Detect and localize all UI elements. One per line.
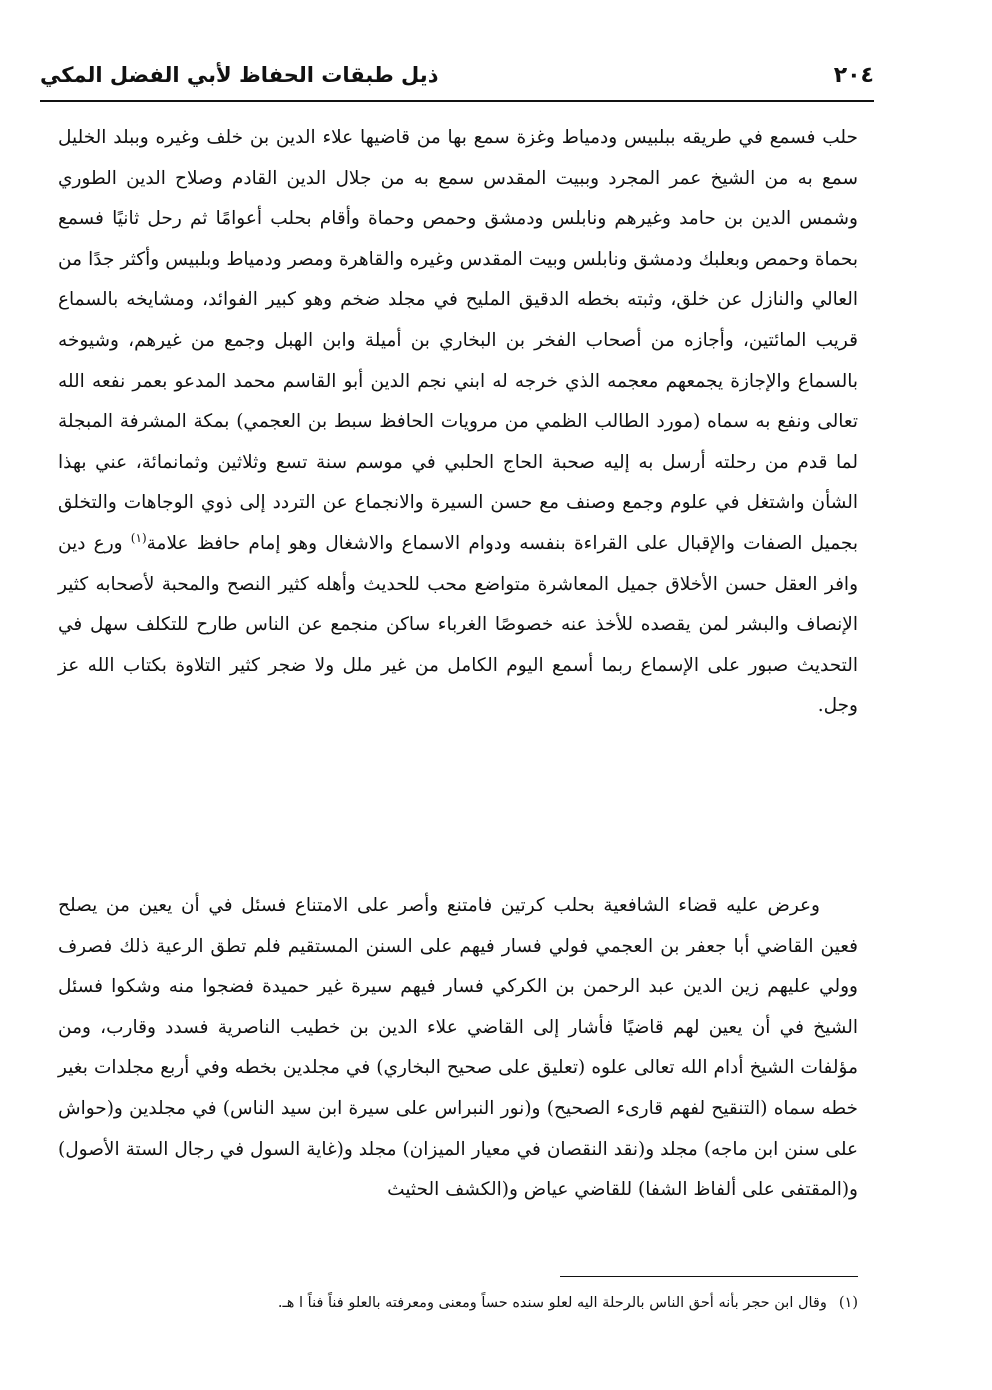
footnote-reference: (١) [130, 530, 147, 545]
paragraph-1 [58, 118, 858, 727]
page-header [40, 52, 874, 98]
running-title: ذيل طبقات الحفاظ لأبي الفضل المكي [40, 63, 439, 87]
main-text-paragraph-2 [58, 886, 858, 1211]
footnote-text: وقال ابن حجر بأنه أحق الناس بالرحلة اليه لعلو سنده حساً ومعنى ومعرفته بالعلو فناً فناً ا هـ. [277, 1295, 827, 1311]
footnote-marker: (١) [838, 1295, 858, 1311]
footnote-rule [560, 1276, 858, 1277]
footnote [58, 1290, 858, 1316]
header-rule [40, 100, 874, 102]
main-text-paragraph-1 [58, 118, 858, 727]
paragraph-1-part-a: حلب فسمع في طريقه ببلبيس ودمياط وغزة سمع بها من قاضيها علاء الدين بن خلف وغيره وببلد الخليل سمع به من الشيخ عمر المجرد وببيت المقدس سمع به من جلال الدين القادم وصلاح الدين الطوري وشمس الدين بن حامد وغيرهم ونابلس ودمشق وحمص وحماة وأقام بحلب أعوامًا ثم رحل ثانيًا فسمع بحماة وحمص وبعلبك ودمشق ونابلس وبيت المقدس وغيره والقاهرة ومصر ودمياط وبلبيس وأكثر جدًا من العالي والنازل عن خلق، وثبته بخطه الدقيق المليح في مجلد ضخم وهو كبير الفوائد، ومشايخه بالسماع قريب المائتين، وأجازه من أصحاب الفخر بن البخاري بن أميلة وابن الهبل وجمع من غيرهم، وشيوخه بالسماع والإجازة يجمعهم معجمه الذي خرجه له ابني نجم الدين أبو القاسم محمد المدعو بعمر نفعه الله تعالى ونفع به سماه (مورد الطالب الظمي من مرويات الحافظ سبط بن العجمي) بمكة المشرفة المبجلة لما قدم من رحلته أرسل به إليه صحبة الحاج الحلبي في موسم سنة تسع وثلاثين وثمانمائة، عني بهذا الشأن واشتغل في علوم وجمع وصنف مع حسن السيرة والانجماع عن التردد إلى ذوي الوجاهات والتخلق بجميل الصفات والإقبال على القراءة بنفسه ودوام الاسماع والاشغال وهو إمام حافظ علامة [58, 127, 858, 554]
paragraph-1-part-b: ورع دين وافر العقل حسن الأخلاق جميل المعاشرة متواضع محب للحديث وأهله كثير النصح والمحبة لأصحابه كثير الإنصاف والبشر لمن يقصده للأخذ عنه خصوصًا الغرباء ساكن منجمع عن الناس طارح للتكلف سهل في التحديث صبور على الإسماع ربما أسمع اليوم الكامل من غير ملل ولا ضجر كثير التلاوة بكتاب الله عز وجل. [58, 532, 858, 717]
paragraph-2: وعرض عليه قضاء الشافعية بحلب كرتين فامتنع وأصر على الامتناع فسئل في أن يعين من يصلح فعين القاضي أبا جعفر بن العجمي فولي فسار فيهم على السنن المستقيم فلم تطق الرعية ذلك فصرف وولي عليهم زين الدين عبد الرحمن بن الكركي فسار فيهم سيرة غير حميدة فضجوا منه وشكوا فسئل الشيخ في أن يعين لهم قاضيًا فأشار إلى القاضي علاء الدين بن خطيب الناصرية فسدد وقارب، ومن مؤلفات الشيخ أدام الله تعالى علوه (تعليق على صحيح البخاري) في مجلدين بخطه وفي أربع مجلدات بغير خطه سماه (التنقيح لفهم قارىء الصحيح) و(نور النبراس على سيرة ابن سيد الناس) في مجلدين و(حواش على سنن ابن ماجه) مجلد و(نقد النقصان في معيار الميزان) مجلد و(غاية السول في رجال الستة الأصول) و(المقتفى على ألفاظ الشفا) للقاضي عياض و(الكشف الحثيث [58, 895, 858, 1201]
page-number: ٢٠٤ [833, 62, 874, 88]
